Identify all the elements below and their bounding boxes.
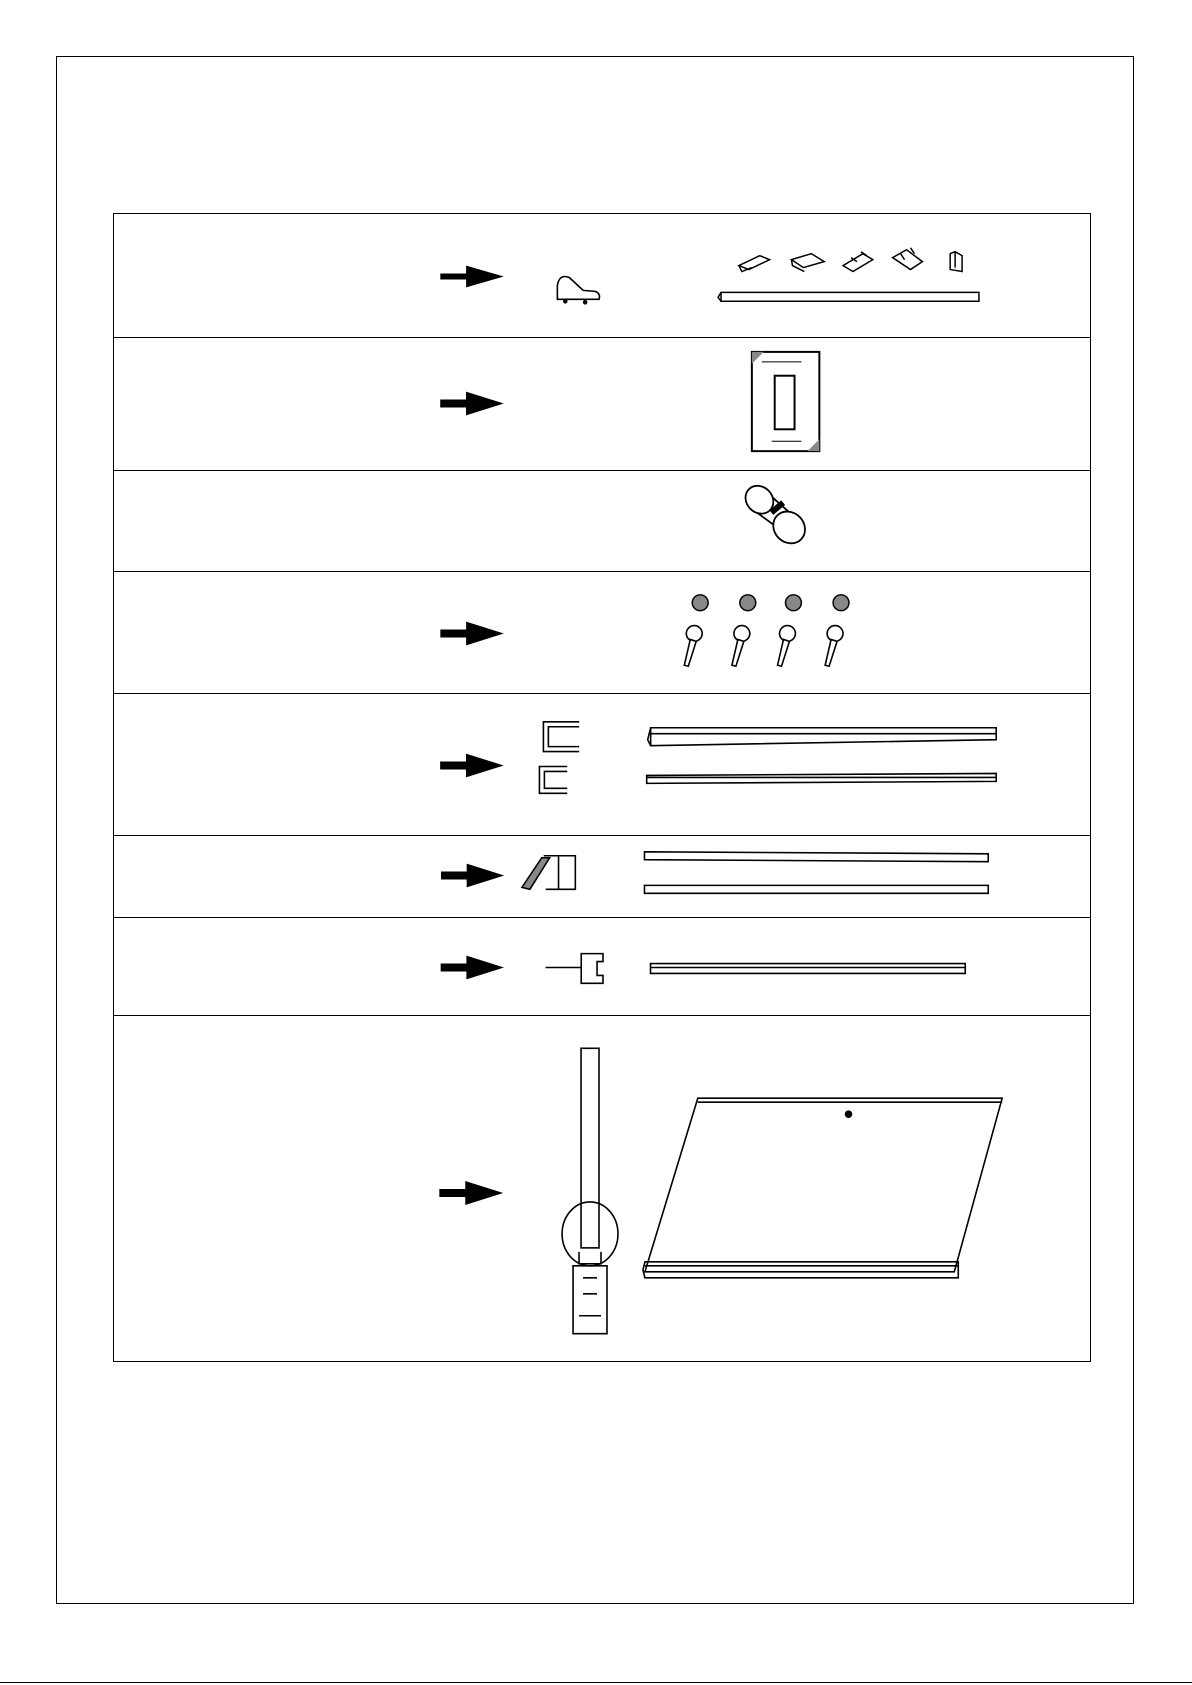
right-arrow-icon	[440, 622, 503, 646]
parts-row-8	[114, 1016, 1090, 1363]
right-arrow-icon	[440, 392, 504, 416]
glass-panel-icon	[643, 1098, 1002, 1278]
clip-icons	[739, 248, 962, 272]
parts-row-5	[114, 694, 1090, 836]
magnetic-seal-profile-icon	[546, 954, 603, 984]
magnetic-seal-strip-icon	[651, 964, 966, 974]
row-6-drawing	[114, 836, 1090, 917]
parts-table	[113, 213, 1091, 1362]
right-arrow-icon	[440, 754, 504, 778]
screw-icons	[684, 626, 843, 667]
hinge-profile-icon	[562, 1048, 618, 1333]
row-5-drawing	[114, 694, 1090, 835]
manual-booklet-icon	[752, 352, 819, 451]
row-1-drawing	[114, 214, 1090, 337]
parts-row-7	[114, 918, 1090, 1016]
u-channel-strip-icons	[647, 728, 997, 784]
right-arrow-icon	[441, 864, 504, 888]
bottom-rule	[0, 1682, 1192, 1683]
parts-row-4	[114, 572, 1090, 694]
parts-row-3	[114, 471, 1090, 572]
row-2-drawing	[114, 338, 1090, 470]
row-4-drawing	[114, 572, 1090, 693]
right-arrow-icon	[439, 1181, 503, 1205]
wall-plug-icons	[692, 595, 849, 611]
row-7-drawing	[114, 918, 1090, 1015]
parts-row-1	[114, 214, 1090, 338]
seal-strip-icons	[644, 852, 988, 893]
rail-icon	[718, 292, 979, 301]
door-knob-icon	[740, 480, 812, 550]
right-arrow-icon	[441, 956, 504, 980]
seal-profile-icon	[522, 856, 575, 890]
wall-bracket-icon	[557, 276, 599, 303]
row-3-drawing	[114, 471, 1090, 571]
row-8-drawing	[114, 1016, 1090, 1363]
right-arrow-icon	[440, 266, 503, 288]
parts-row-6	[114, 836, 1090, 918]
parts-row-2	[114, 338, 1090, 471]
u-channel-profile-icons	[539, 722, 579, 793]
